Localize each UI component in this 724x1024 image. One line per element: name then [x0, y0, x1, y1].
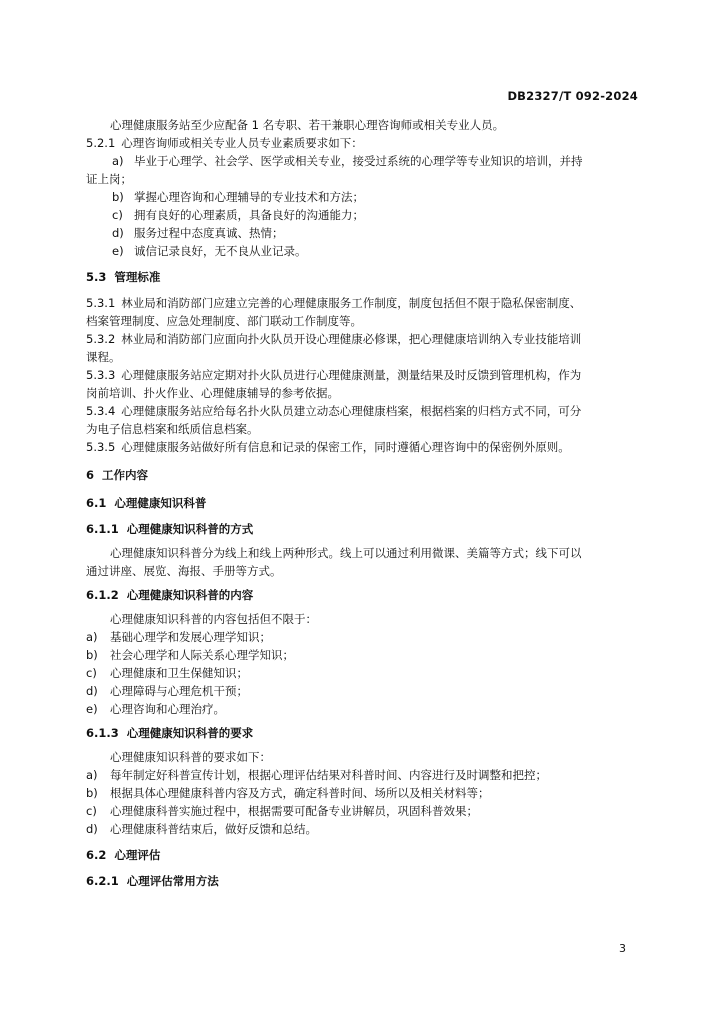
list-text: 心理障碍与心理危机干预； [110, 684, 248, 698]
list-item-continuation: 证上岗； [86, 172, 132, 186]
list-text: 根据具体心理健康科普内容及方式，确定科普时间、场所以及相关材料等； [110, 786, 490, 800]
section-heading-6-1-1 [86, 520, 638, 538]
list-item [86, 224, 638, 242]
list-label: a) [86, 630, 98, 644]
list-label: b) [86, 786, 98, 800]
clause-continuation: 档案管理制度、应急处理制度、部门联动工作制度等。 [86, 314, 362, 328]
list-label: b) [86, 648, 98, 662]
section-heading-6-1 [86, 494, 638, 512]
list-item [86, 700, 638, 718]
list-text: 掌握心理咨询和心理辅导的专业技术和方法； [134, 190, 364, 204]
section-heading-6-1-2 [86, 586, 638, 604]
section-number: 6.2 [86, 848, 107, 862]
clause-continuation: 课程。 [86, 350, 121, 364]
clause-text: 林业局和消防部门应面向扑火队员开设心理健康必修课，把心理健康培训纳入专业技能培训 [121, 332, 582, 346]
clause-number: 5.3.3 [86, 368, 116, 382]
clause-text: 心理健康服务站做好所有信息和记录的保密工作，同时遵循心理咨询中的保密例外原则。 [121, 440, 570, 454]
list-label: d) [112, 226, 124, 240]
clause-text: 心理健康服务站应定期对扑火队员进行心理健康测量，测量结果及时反馈到管理机构，作为 [121, 368, 582, 382]
list-item [86, 766, 638, 784]
clause-continuation: 岗前培训、扑火作业、心理健康辅导的参考依据。 [86, 386, 339, 400]
list-label: c) [112, 208, 123, 222]
section-number: 6.1.2 [86, 588, 119, 602]
section-number: 6 [86, 468, 95, 482]
clause-text: 林业局和消防部门应建立完善的心理健康服务工作制度，制度包括但不限于隐私保密制度、 [121, 296, 582, 310]
list-text: 拥有良好的心理素质，具备良好的沟通能力； [134, 208, 364, 222]
paragraph: 心理健康知识科普的内容包括但不限于： [110, 612, 317, 626]
section-title: 心理健康知识科普的方式 [126, 522, 254, 536]
list-item [86, 206, 638, 224]
list-text: 毕业于心理学、社会学、医学或相关专业，接受过系统的心理学等专业知识的培训，并持 [134, 154, 583, 168]
list-item [86, 820, 638, 838]
section-title: 心理评估 [114, 848, 161, 862]
clause-number: 5.3.5 [86, 440, 116, 454]
clause-text: 心理咨询师或相关专业人员专业素质要求如下： [121, 136, 363, 150]
list-text: 社会心理学和人际关系心理学知识； [110, 648, 294, 662]
page-number: 3 [619, 942, 626, 955]
list-label: b) [112, 190, 124, 204]
list-text: 心理健康科普结束后，做好反馈和总结。 [110, 822, 317, 836]
section-heading-6-2 [86, 846, 638, 864]
section-title: 心理健康知识科普的内容 [126, 588, 254, 602]
list-text: 诚信记录良好，无不良从业记录。 [134, 244, 307, 258]
list-item [86, 242, 638, 260]
document-body [86, 116, 638, 896]
list-item [86, 682, 638, 700]
section-heading-6-1-3 [86, 724, 638, 742]
section-number: 6.2.1 [86, 874, 119, 888]
section-title: 工作内容 [102, 468, 149, 482]
list-text: 心理健康科普实施过程中，根据需要可配备专业讲解员，巩固科普效果； [110, 804, 478, 818]
clause-5-3-2 [86, 330, 638, 348]
clause-5-3-5 [86, 438, 638, 456]
list-text: 基础心理学和发展心理学知识； [110, 630, 271, 644]
paragraph-continuation: 通过讲座、展览、海报、手册等方式。 [86, 564, 282, 578]
list-label: e) [112, 244, 124, 258]
list-label: d) [86, 684, 98, 698]
list-label: d) [86, 822, 98, 836]
list-label: c) [86, 804, 97, 818]
section-title: 心理评估常用方法 [126, 874, 219, 888]
section-heading-6-2-1 [86, 872, 638, 890]
list-label: a) [86, 768, 98, 782]
list-text: 每年制定好科普宣传计划，根据心理评估结果对科普时间、内容进行及时调整和把控； [110, 768, 547, 782]
section-number: 6.1.3 [86, 726, 119, 740]
clause-5-3-1 [86, 294, 638, 312]
list-item [86, 664, 638, 682]
list-item [86, 188, 638, 206]
section-number: 6.1.1 [86, 522, 119, 536]
section-heading-5-3 [86, 268, 638, 286]
clause-5-3-3 [86, 366, 638, 384]
list-item [86, 628, 638, 646]
clause-number: 5.2.1 [86, 136, 116, 150]
clause-text: 心理健康服务站应给每名扑火队员建立动态心理健康档案，根据档案的归档方式不同，可分 [121, 404, 582, 418]
section-title: 管理标准 [114, 270, 161, 284]
section-title: 心理健康知识科普的要求 [126, 726, 254, 740]
section-heading-6 [86, 466, 638, 484]
clause-number: 5.3.1 [86, 296, 116, 310]
list-item [86, 784, 638, 802]
list-item [86, 646, 638, 664]
clause-continuation: 为电子信息档案和纸质信息档案。 [86, 422, 259, 436]
paragraph-staffing: 心理健康服务站至少应配备 1 名专职、若干兼职心理咨询师或相关专业人员。 [110, 118, 505, 132]
clause-number: 5.3.2 [86, 332, 116, 346]
paragraph: 心理健康知识科普分为线上和线上两种形式。线上可以通过利用微课、美篇等方式；线下可以 [110, 546, 582, 560]
section-number: 6.1 [86, 496, 107, 510]
list-text: 心理健康和卫生保健知识； [110, 666, 248, 680]
list-item [86, 152, 638, 170]
section-title: 心理健康知识科普 [114, 496, 207, 510]
list-item [86, 802, 638, 820]
list-label: a) [112, 154, 124, 168]
list-text: 心理咨询和心理治疗。 [110, 702, 225, 716]
list-label: c) [86, 666, 97, 680]
document-code: DB2327/T 092-2024 [507, 89, 638, 103]
list-text: 服务过程中态度真诚、热情； [134, 226, 284, 240]
clause-5-2-1 [86, 134, 638, 152]
paragraph: 心理健康知识科普的要求如下： [110, 750, 271, 764]
section-number: 5.3 [86, 270, 107, 284]
clause-5-3-4 [86, 402, 638, 420]
clause-number: 5.3.4 [86, 404, 116, 418]
list-label: e) [86, 702, 98, 716]
